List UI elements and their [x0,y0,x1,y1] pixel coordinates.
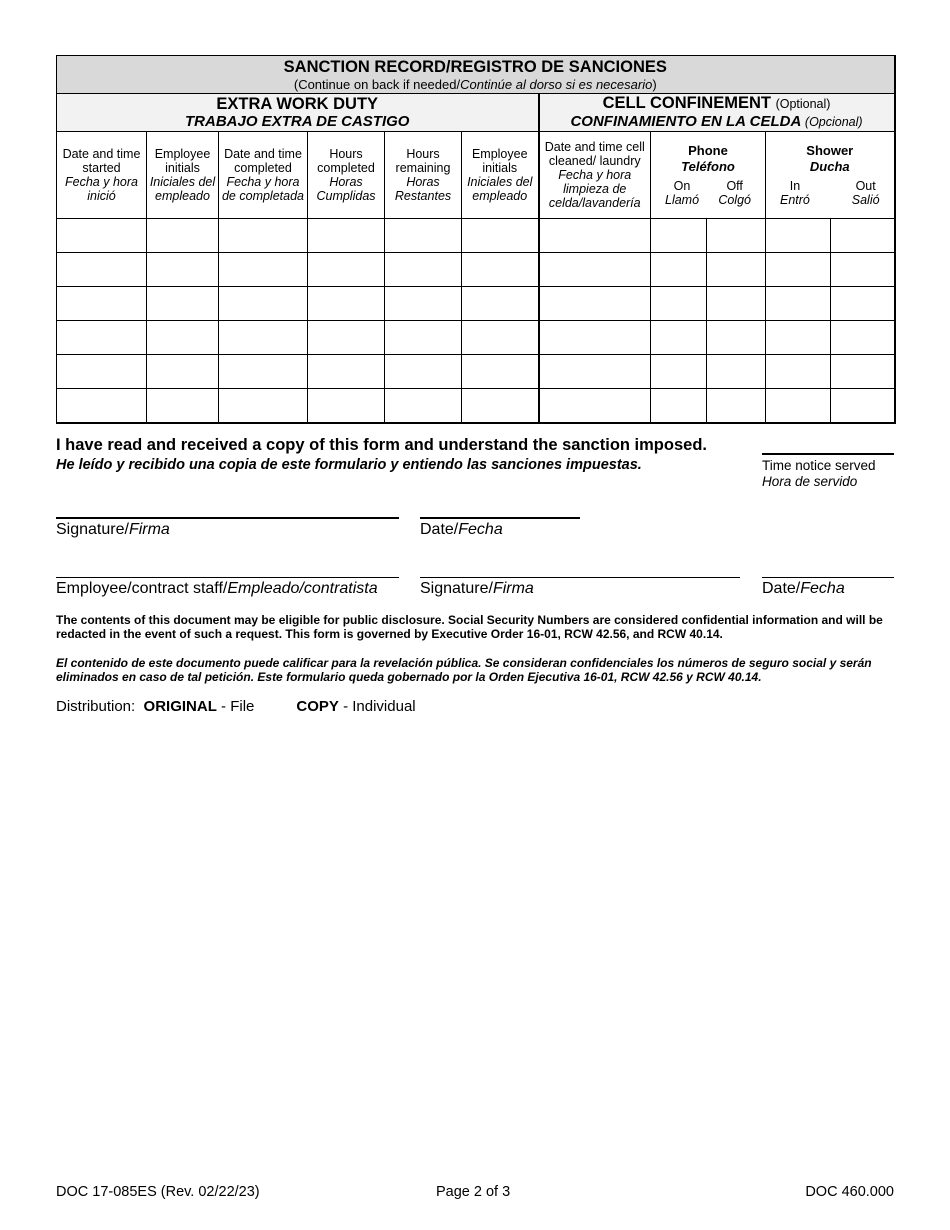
table-cell[interactable] [147,253,219,287]
table-cell[interactable] [219,219,308,253]
table-cell[interactable] [651,287,707,321]
table-cell[interactable] [651,253,707,287]
table-cell[interactable] [766,321,831,355]
table-cell[interactable] [57,321,147,355]
table-cell[interactable] [462,321,539,355]
table-cell[interactable] [707,389,766,424]
time-notice-line[interactable] [762,453,894,455]
acknowledgement-spanish: He leído y recibido una copia de este formulario y entiendo las sanciones impuestas. [56,457,642,473]
table-row [57,389,895,424]
col-header-date-completed: Date and time completed Fecha y hora de completada [219,132,308,219]
sanction-record-table [56,55,896,424]
table-cell[interactable] [57,389,147,424]
table-cell[interactable] [651,321,707,355]
table-cell[interactable] [462,389,539,424]
table-cell[interactable] [462,219,539,253]
table-cell[interactable] [308,321,385,355]
table-cell[interactable] [766,389,831,424]
table-cell[interactable] [147,355,219,389]
table-cell[interactable] [385,287,462,321]
footer-policy-number: DOC 460.000 [805,1184,894,1200]
table-cell[interactable] [385,253,462,287]
time-notice-label: Time notice served Hora de servido [762,458,876,489]
table-cell[interactable] [831,287,895,321]
table-cell[interactable] [385,355,462,389]
table-cell[interactable] [831,321,895,355]
table-cell[interactable] [219,355,308,389]
table-cell[interactable] [462,355,539,389]
table-cell[interactable] [831,355,895,389]
footer-page-number: Page 2 of 3 [436,1184,511,1200]
staff-signature-label: Signature/Firma [420,580,534,597]
table-cell[interactable] [462,253,539,287]
table-cell[interactable] [147,389,219,424]
table-cell[interactable] [707,355,766,389]
col-header-date-started: Date and time started Fecha y hora inició [57,132,147,219]
disclosure-notice-english: The contents of this document may be eligible for public disclosure. Social Security Numbers are considered confidential information and will be redacted in the event of such a request. This form is governed by Executive Order 16-01, RCW 42.56, and RCW 40.14. [56,613,883,641]
table-cell[interactable] [539,253,651,287]
date-line[interactable] [420,517,580,519]
table-cell[interactable] [147,287,219,321]
table-title-cell [57,56,895,94]
table-cell[interactable] [539,219,651,253]
table-row [57,253,895,287]
table-cell[interactable] [308,355,385,389]
table-row [57,219,895,253]
table-cell[interactable] [766,253,831,287]
table-cell[interactable] [707,253,766,287]
table-row [57,321,895,355]
table-cell[interactable] [766,355,831,389]
table-cell[interactable] [539,321,651,355]
table-cell[interactable] [385,389,462,424]
staff-date-label: Date/Fecha [762,580,845,597]
table-cell[interactable] [308,389,385,424]
table-cell[interactable] [219,253,308,287]
extra-work-duty-header: EXTRA WORK DUTY TRABAJO EXTRA DE CASTIGO [57,94,539,132]
table-cell[interactable] [308,287,385,321]
table-cell[interactable] [707,321,766,355]
col-header-hours-completed: Hours completed Horas Cumplidas [308,132,385,219]
table-cell[interactable] [462,287,539,321]
table-cell[interactable] [766,219,831,253]
table-row [57,287,895,321]
col-header-employee-initials-2: Employee initials Iniciales del empleado [462,132,539,219]
staff-date-line[interactable] [762,577,894,578]
table-cell[interactable] [57,253,147,287]
table-cell[interactable] [707,287,766,321]
col-header-cell-cleaned: Date and time cell cleaned/ laundry Fecha y hora limpieza de celda/lavandería [539,132,651,219]
table-cell[interactable] [539,389,651,424]
table-cell[interactable] [831,219,895,253]
col-header-shower: Shower Ducha In Entró Out Salió [766,132,895,219]
staff-signature-line[interactable] [420,577,740,578]
table-title: SANCTION RECORD/REGISTRO DE SANCIONES [283,57,667,76]
employee-line[interactable] [56,577,399,578]
date-label: Date/Fecha [420,521,503,538]
table-cell[interactable] [308,219,385,253]
table-cell[interactable] [219,321,308,355]
cell-confinement-header: CELL CONFINEMENT (Optional) CONFINAMIENTO EN LA CELDA (Opcional) [539,94,895,132]
table-cell[interactable] [539,355,651,389]
table-cell[interactable] [385,321,462,355]
table-cell[interactable] [219,389,308,424]
table-cell[interactable] [766,287,831,321]
table-cell[interactable] [651,389,707,424]
table-cell[interactable] [57,355,147,389]
table-cell[interactable] [385,219,462,253]
disclosure-notice-spanish: El contenido de este documento puede calificar para la revelación pública. Se consideran confidenciales los números de seguro social y serán eliminados en caso de tal petición. Este formulario queda gobernado por la Orden Ejecutiva 16-01, RCW 42.56 y RCW 40.14. [56,656,872,684]
table-cell[interactable] [57,287,147,321]
signature-line[interactable] [56,517,399,519]
employee-label: Employee/contract staff/Empleado/contratista [56,580,378,597]
footer-form-id: DOC 17-085ES (Rev. 02/22/23) [56,1184,260,1200]
col-header-hours-remaining: Hours remaining Horas Restantes [385,132,462,219]
table-cell[interactable] [147,321,219,355]
acknowledgement-english: I have read and received a copy of this form and understand the sanction imposed. [56,436,707,454]
table-cell[interactable] [831,253,895,287]
distribution-line: Distribution: ORIGINAL - File COPY - Individual [56,698,416,715]
table-cell[interactable] [308,253,385,287]
table-cell[interactable] [219,287,308,321]
signature-label: Signature/Firma [56,521,170,538]
table-cell[interactable] [651,219,707,253]
table-cell[interactable] [707,219,766,253]
table-cell[interactable] [539,287,651,321]
col-header-employee-initials: Employee initials Iniciales del empleado [147,132,219,219]
table-subtitle: (Continue on back if needed/Continúe al dorso si es necesario) [293,76,657,92]
table-row [57,355,895,389]
table-cell[interactable] [831,389,895,424]
col-header-phone: Phone Teléfono On Llamó Off Colgó [651,132,766,219]
table-cell[interactable] [147,219,219,253]
table-cell[interactable] [57,219,147,253]
table-cell[interactable] [651,355,707,389]
